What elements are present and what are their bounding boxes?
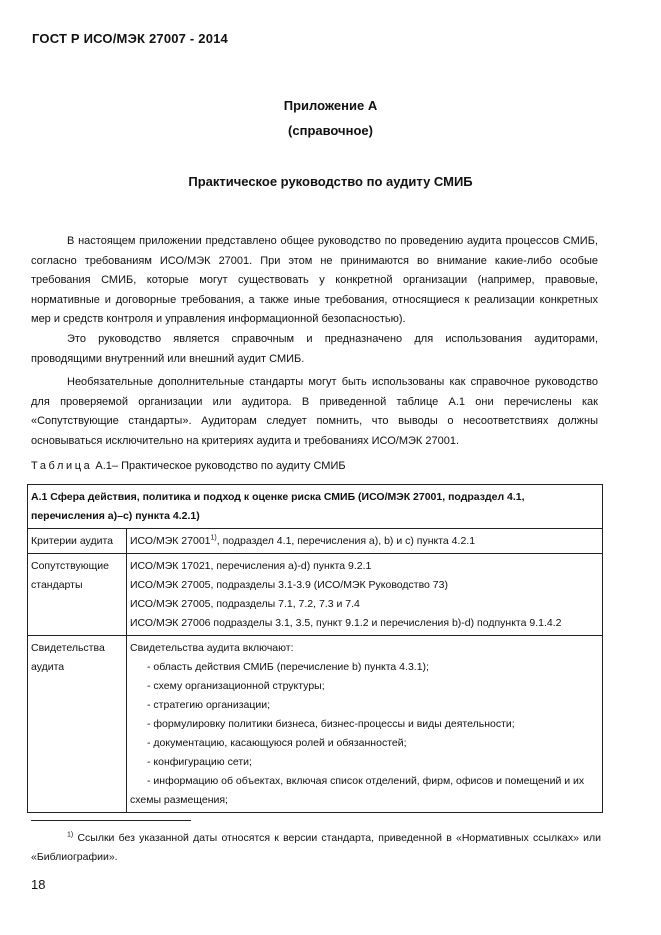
row-label-standards: Сопутствующие стандарты [28, 554, 127, 636]
evidence-item: - конфигурацию сети; [147, 756, 252, 768]
intro-paragraph: В настоящем приложении представлено общее руководство по проведению аудита процессов СМИБ, согласно требованиям ИСО/МЭК 27001. При этом не принимаются во внимание какие-либо особые требования СМИБ, которые могут существовать у конкретной организации (например, правовые, нормативные и договорные требования, а также иные требования, относящиеся к реализации конкретных мер и средств контроля и управления информационной безопасностью). [31, 235, 598, 325]
footnote-divider [31, 820, 191, 821]
page-number: 18 [31, 877, 46, 892]
criteria-rest: , подраздел 4.1, перечисления a), b) и c) пункта 4.2.1 [216, 535, 476, 547]
appendix-heading: Практическое руководство по аудиту СМИБ [188, 174, 473, 189]
footnote-text: Ссылки без указанной даты относятся к версии стандарта, приведенной в «Нормативных ссылках» или «Библиографии». [31, 832, 601, 863]
standard-line: ИСО/МЭК 17021, перечисления a)-d) пункта 9.2.1 [130, 560, 372, 572]
footnote [31, 829, 601, 867]
evidence-item: - документацию, касающуюся ролей и обязанностей; [147, 737, 407, 749]
table-caption-text: А.1– Практическое руководство по аудиту СМИБ [95, 460, 346, 472]
table-section-heading: А.1 Сфера действия, политика и подход к оценке риска СМИБ (ИСО/МЭК 27001, подраздел 4.1, перечисления a)–c) пункта 4.2.1) [28, 485, 603, 529]
purpose-paragraph: Это руководство является справочным и предназначено для использования аудиторами, проводящими внутренний или внешний аудит СМИБ. [31, 333, 598, 365]
table-section-row [28, 485, 603, 529]
table-row-evidence [28, 636, 603, 813]
table-caption [31, 460, 346, 472]
appendix-subtitle: (справочное) [288, 123, 373, 138]
appendix-title: Приложение А [283, 98, 378, 113]
footnote-marker: 1) [67, 831, 74, 839]
evidence-item: - область действия СМИБ (перечисление b) пункта 4.3.1); [147, 661, 429, 673]
evidence-item: - информацию об объектах, включая список отделений, фирм, офисов и помещений и их схемы размещения; [130, 775, 585, 806]
document-header: ГОСТ Р ИСО/МЭК 27007 - 2014 [32, 31, 228, 46]
table-caption-label: Таблица [31, 460, 93, 472]
row-value-criteria [127, 529, 603, 554]
audit-guidance-table [27, 484, 603, 813]
evidence-item: - схему организационной структуры; [147, 680, 325, 692]
footnote-marker: 1) [210, 534, 217, 542]
evidence-item: - формулировку политики бизнеса, бизнес-процессы и виды деятельности; [147, 718, 515, 730]
criteria-ref: ИСО/МЭК 27001 [130, 535, 211, 547]
standard-line: ИСО/МЭК 27006 подразделы 3.1, 3.5, пункт 9.1.2 и перечисления b)-d) подпункта 9.1.4.2 [130, 617, 562, 629]
evidence-item: - стратегию организации; [147, 699, 271, 711]
standard-line: ИСО/МЭК 27005, подразделы 3.1-3.9 (ИСО/МЭК Руководство 73) [130, 579, 448, 591]
table-row-criteria [28, 529, 603, 554]
standards-paragraph: Необязательные дополнительные стандарты могут быть использованы как справочное руководство для проверяемой организации или аудитора. В приведенной таблице А.1 они перечислены как «Сопутствующие стандарты». Аудиторам следует помнить, что выводы о несоответствиях должны основываться исключительно на критериях аудита и требованиях ИСО/МЭК 27001. [31, 376, 598, 447]
standard-line: ИСО/МЭК 27005, подразделы 7.1, 7.2, 7.3 и 7.4 [130, 598, 360, 610]
row-value-evidence [127, 636, 603, 813]
row-label-criteria: Критерии аудита [28, 529, 127, 554]
evidence-intro: Свидетельства аудита включают: [130, 642, 294, 654]
table-row-standards [28, 554, 603, 636]
row-value-standards [127, 554, 603, 636]
row-label-evidence: Свидетельства аудита [28, 636, 127, 813]
